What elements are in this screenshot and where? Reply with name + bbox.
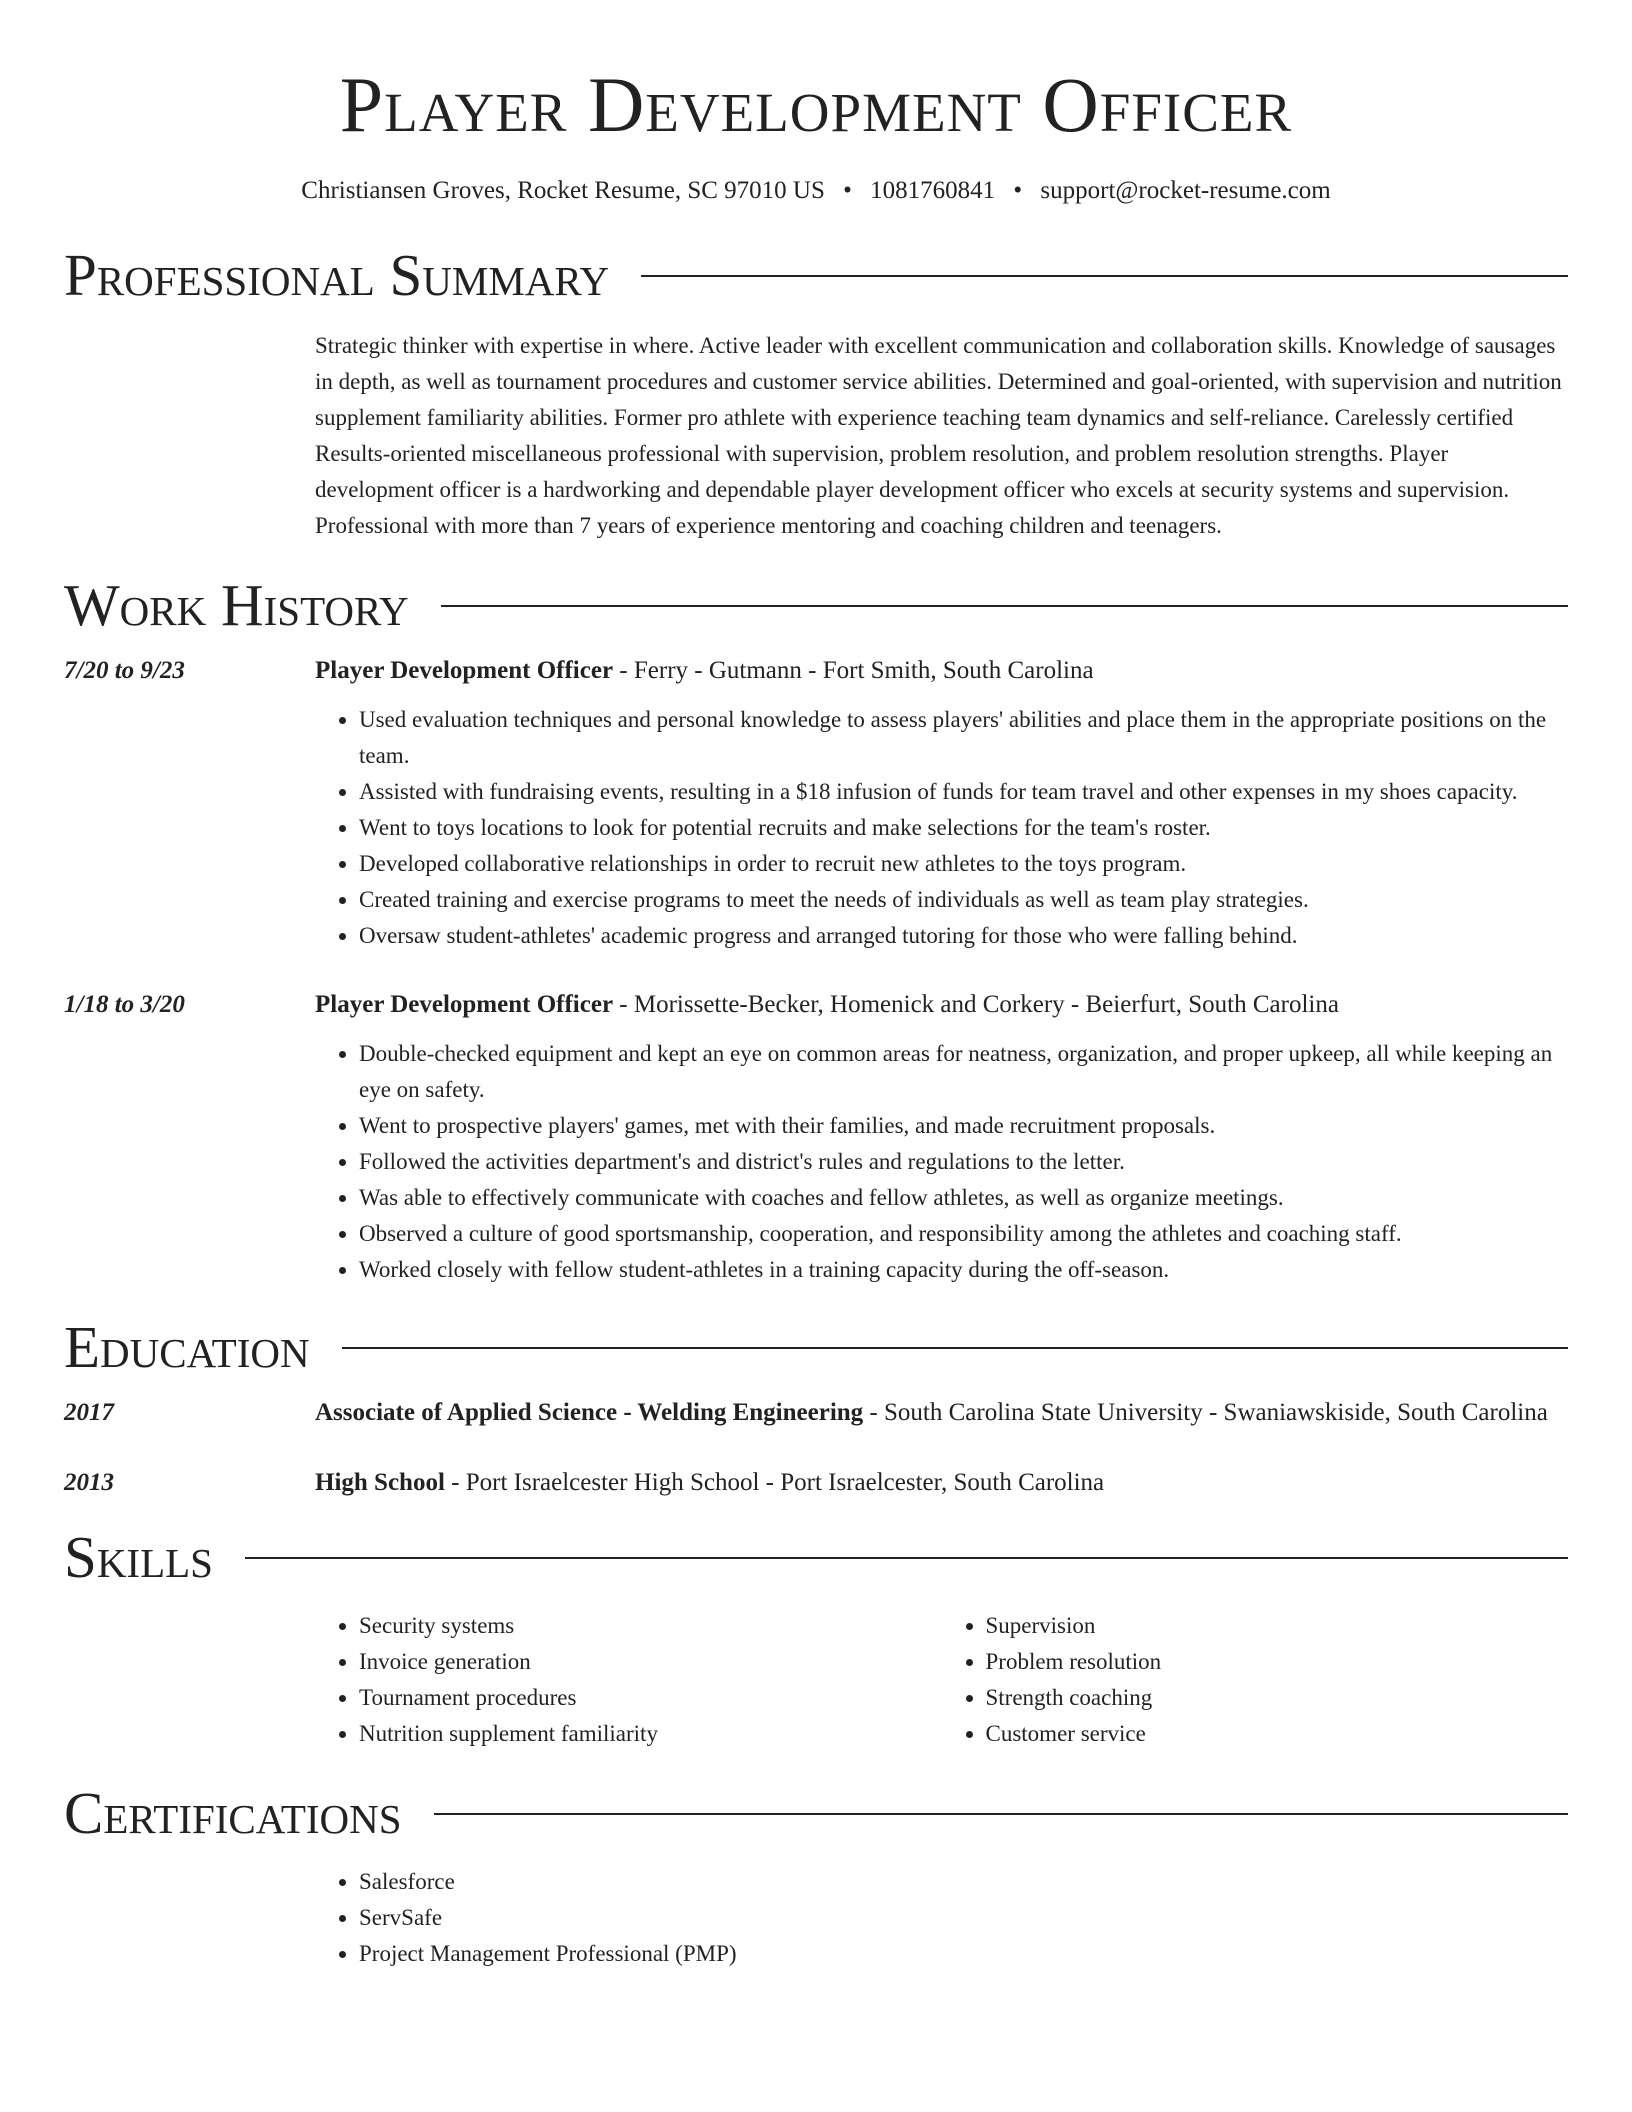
contact-separator: • xyxy=(1013,177,1023,204)
entry-details: - Port Israelcester High School - Port Israelcester, South Carolina xyxy=(444,1469,1105,1496)
contact-address: Christiansen Groves, Rocket Resume, SC 97010 US xyxy=(301,177,825,204)
entry-headline xyxy=(315,652,1568,690)
entry-bullets xyxy=(315,702,1568,954)
section-title: Skills xyxy=(64,1524,213,1590)
entry-dates: 1/18 to 3/20 xyxy=(64,991,185,1018)
certifications-list xyxy=(315,1864,1568,1972)
skills-column-right xyxy=(942,1608,1569,1752)
section-divider xyxy=(434,1813,1568,1815)
entry-role: Player Development Officer xyxy=(315,991,614,1018)
list-item: • Observed a culture of good sportsmanship, cooperation, and responsibility among the athletes and coaching staff. xyxy=(359,1216,1568,1252)
section-header-work xyxy=(64,574,1568,636)
entry-details: - South Carolina State University - Swaniawskiside, South Carolina xyxy=(863,1399,1548,1426)
skills-column-left xyxy=(315,1608,942,1752)
list-item: • Nutrition supplement familiarity xyxy=(359,1716,942,1752)
list-item: • Created training and exercise programs to meet the needs of individuals as well as team play strategies. xyxy=(359,882,1568,918)
list-item: • Went to toys locations to look for potential recruits and make selections for the team's roster. xyxy=(359,810,1568,846)
list-item: • Tournament procedures xyxy=(359,1680,942,1716)
resume-page xyxy=(64,0,1568,1972)
contact-separator: • xyxy=(843,177,852,204)
section-header-summary xyxy=(64,244,1568,306)
list-item: • Followed the activities department's and district's rules and regulations to the letter. xyxy=(359,1144,1568,1180)
entry-degree: High School xyxy=(315,1469,445,1496)
section-header-skills xyxy=(64,1526,1568,1588)
entry-details: - Ferry - Gutmann - Fort Smith, South Carolina xyxy=(613,657,1094,684)
skills-list xyxy=(315,1608,1568,1752)
list-item: • Supervision xyxy=(986,1608,1569,1644)
section-title: Certifications xyxy=(64,1780,402,1846)
entry-role: Player Development Officer xyxy=(315,657,614,684)
list-item: • Salesforce xyxy=(359,1864,1568,1900)
entry-year: 2013 xyxy=(64,1469,114,1496)
entry-headline xyxy=(315,1464,1568,1502)
contact-email: support@rocket-resume.com xyxy=(1040,177,1331,204)
entry-dates: 7/20 to 9/23 xyxy=(64,657,185,684)
entry-details: - Morissette-Becker, Homenick and Corkery - Beierfurt, South Carolina xyxy=(613,991,1339,1018)
section-title: Work History xyxy=(64,572,409,638)
entry-degree: Associate of Applied Science - Welding Engineering xyxy=(315,1399,864,1426)
section-header-education xyxy=(64,1316,1568,1378)
entry-headline xyxy=(315,986,1568,1024)
list-item: • Problem resolution xyxy=(986,1644,1569,1680)
entry-headline xyxy=(315,1394,1568,1432)
list-item: • Double-checked equipment and kept an eye on common areas for neatness, organization, and proper upkeep, all while keeping an eye on safety. xyxy=(359,1036,1568,1108)
list-item: • Assisted with fundraising events, resulting in a $18 infusion of funds for team travel and other expenses in my shoes capacity. xyxy=(359,774,1568,810)
list-item: • Project Management Professional (PMP) xyxy=(359,1936,1568,1972)
entry-year: 2017 xyxy=(64,1399,114,1426)
resume-title: Player Development Officer xyxy=(339,61,1293,148)
summary-text: Strategic thinker with expertise in where. Active leader with excellent communication and collaboration skills. Knowledge of sausages in depth, as well as tournament procedures and customer service abilities. Determined and goal-oriented, with supervision and nutrition supplement familiarity abilities. Former pro athlete with experience teaching team dynamics and self-reliance. Carelessly certified Results-oriented miscellaneous professional with supervision, problem resolution, and problem resolution strengths. Player development officer is a hardworking and dependable player development officer who excels at security systems and supervision. Professional with more than 7 years of experience mentoring and coaching children and teenagers. xyxy=(315,333,1562,538)
education-entry xyxy=(64,1394,1568,1432)
list-item: • Went to prospective players' games, met with their families, and made recruitment proposals. xyxy=(359,1108,1568,1144)
section-divider xyxy=(441,605,1568,607)
section-divider xyxy=(245,1557,1568,1559)
work-entry xyxy=(64,652,1568,954)
section-title: Professional Summary xyxy=(64,242,610,308)
list-item: • Was able to effectively communicate with coaches and fellow athletes, as well as organize meetings. xyxy=(359,1180,1568,1216)
list-item: • Worked closely with fellow student-athletes in a training capacity during the off-season. xyxy=(359,1252,1568,1288)
entry-bullets xyxy=(315,1036,1568,1288)
section-divider xyxy=(641,275,1568,277)
list-item: • Used evaluation techniques and personal knowledge to assess players' abilities and place them in the appropriate positions on the team. xyxy=(359,702,1568,774)
list-item: • Customer service xyxy=(986,1716,1569,1752)
list-item: • Invoice generation xyxy=(359,1644,942,1680)
work-entry xyxy=(64,986,1568,1288)
education-entry xyxy=(64,1464,1568,1502)
list-item: • Oversaw student-athletes' academic progress and arranged tutoring for those who were falling behind. xyxy=(359,918,1568,954)
list-item: • ServSafe xyxy=(359,1900,1568,1936)
contact-line xyxy=(64,176,1568,206)
list-item: • Developed collaborative relationships in order to recruit new athletes to the toys program. xyxy=(359,846,1568,882)
list-item: • Security systems xyxy=(359,1608,942,1644)
section-title: Education xyxy=(64,1314,310,1380)
section-header-certifications xyxy=(64,1782,1568,1844)
contact-phone: 1081760841 xyxy=(870,177,996,204)
section-divider xyxy=(342,1347,1568,1349)
list-item: • Strength coaching xyxy=(986,1680,1569,1716)
